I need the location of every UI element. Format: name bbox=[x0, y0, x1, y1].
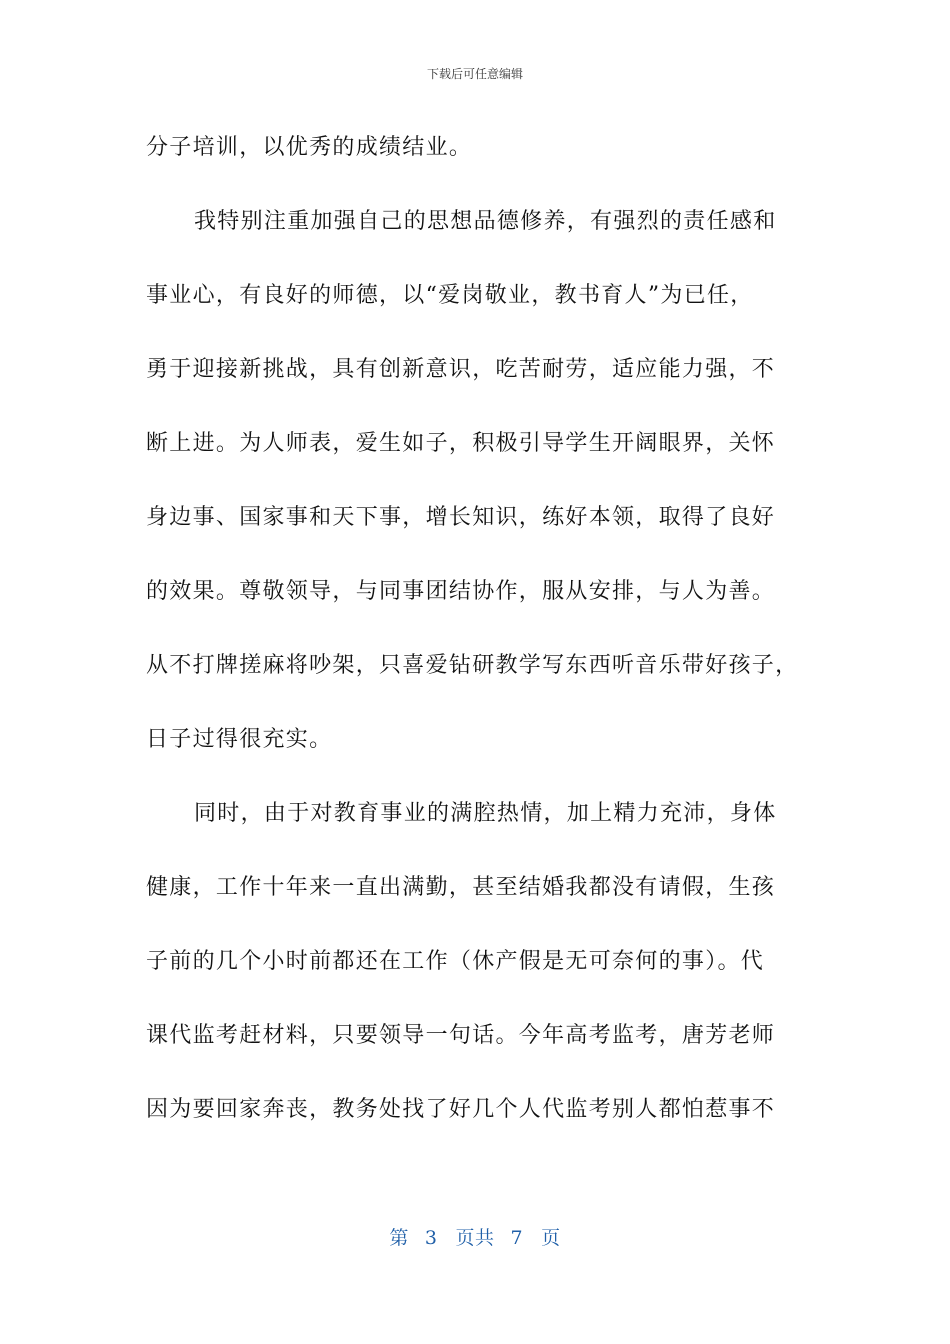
page-header: 下载后可任意编辑 bbox=[426, 67, 523, 81]
page-footer bbox=[0, 1224, 950, 1252]
text-line: 子前的几个小时前都还在工作（休产假是无可奈何的事）。代 bbox=[146, 949, 765, 974]
text-line: 断上进。为人师表，爱生如子，积极引导学生开阔眼界，关怀 bbox=[146, 431, 776, 456]
footer-middle: 页共 bbox=[455, 1227, 495, 1249]
document-body bbox=[146, 124, 806, 1160]
text-line: 分子培训，以优秀的成绩结业。 bbox=[146, 135, 473, 160]
text-line: 事业心，有良好的师德，以“爱岗敬业，教书育人”为已任， bbox=[146, 283, 754, 308]
footer-prefix: 第 bbox=[389, 1227, 409, 1249]
text-line: 健康，工作十年来一直出满勤，甚至结婚我都没有请假，生孩 bbox=[146, 875, 776, 900]
paragraph-start-line: 同时，由于对教育事业的满腔热情，加上精力充沛，身体 bbox=[194, 801, 777, 826]
text-line: 课代监考赶材料，只要领导一句话。今年高考监考，唐芳老师 bbox=[146, 1023, 776, 1048]
footer-suffix: 页 bbox=[541, 1227, 561, 1249]
total-pages-number: 7 bbox=[510, 1227, 524, 1249]
text-line: 勇于迎接新挑战，具有创新意识，吃苦耐劳，适应能力强，不 bbox=[146, 357, 776, 382]
text-line: 从不打牌搓麻将吵架，只喜爱钻研教学写东西听音乐带好孩子， bbox=[146, 653, 799, 678]
text-line: 日子过得很充实。 bbox=[146, 727, 333, 752]
current-page-number: 3 bbox=[424, 1227, 438, 1249]
text-line: 身边事、国家事和天下事，增长知识，练好本领，取得了良好 bbox=[146, 505, 776, 530]
text-line: 因为要回家奔丧，教务处找了好几个人代监考别人都怕惹事不 bbox=[146, 1097, 776, 1122]
paragraph-start-line: 我特别注重加强自己的思想品德修养，有强烈的责任感和 bbox=[194, 209, 777, 234]
text-line: 的效果。尊敬领导，与同事团结协作，服从安排，与人为善。 bbox=[146, 579, 776, 604]
